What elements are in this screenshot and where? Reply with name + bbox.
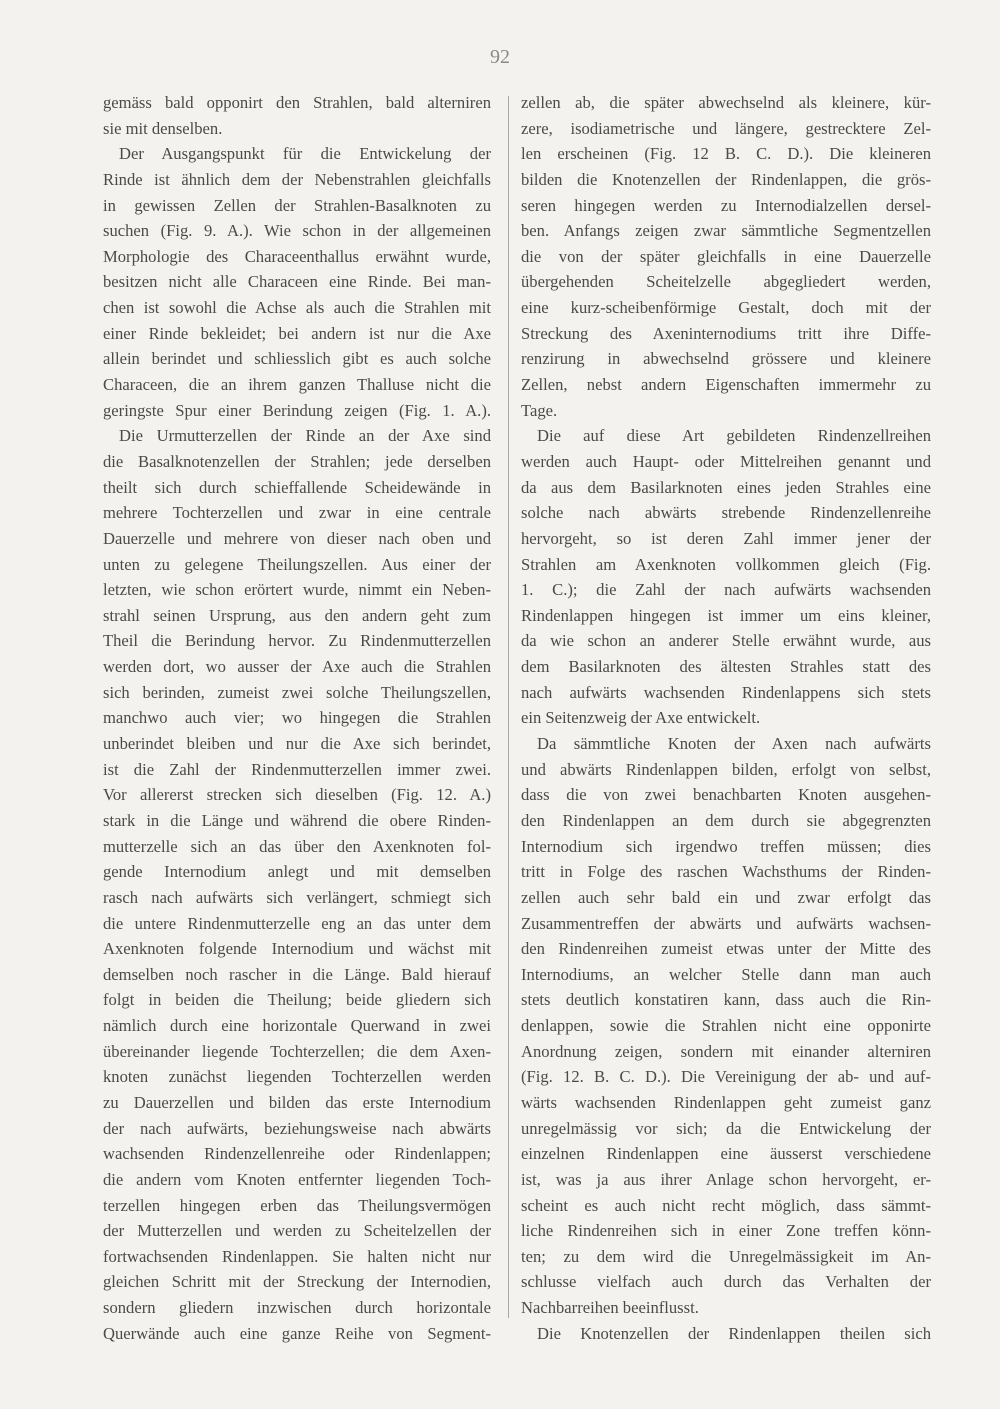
text-line: besitzen nicht alle Characeen eine Rinde. Bei man- (103, 272, 491, 292)
text-line: Rinde ist ähnlich dem der Nebenstrahlen gleichfalls (103, 169, 491, 189)
text-line: theilt sich durch schieffallende Scheidewände in (103, 477, 491, 497)
text-line: demselben noch rascher in die Länge. Bald hierauf (103, 964, 491, 984)
text-line: Internodium sich irgendwo treffen müssen; dies (521, 836, 931, 856)
text-line: stark in die Länge und während die obere Rinden- (103, 810, 491, 830)
text-line: zu Dauerzellen und bilden das erste Internodium (103, 1092, 491, 1112)
right-text-column (521, 90, 931, 1346)
text-line: tritt in Folge des raschen Wachsthums der Rinden- (521, 862, 931, 882)
text-line: mutterzelle sich an das über den Axenknoten fol- (103, 836, 491, 856)
text-line: ist die Zahl der Rindenmutterzellen immer zwei. (103, 759, 491, 779)
text-line: zere, isodiametrische und längere, gestrecktere Zel- (521, 118, 931, 138)
text-line: einer Rinde bekleidet; bei andern ist nur die Axe (103, 323, 491, 343)
text-line: Theil die Berindung hervor. Zu Rindenmutterzellen (103, 631, 491, 651)
text-line: der Mutterzellen und werden zu Scheitelzellen der (103, 1221, 491, 1241)
text-line: Die auf diese Art gebildeten Rindenzellreihen (537, 426, 931, 446)
text-line: Zusammentreffen der abwärts und aufwärts wachsen- (521, 913, 931, 933)
text-line: den Rindenlappen an dem durch sie abgegrenzten (521, 810, 931, 830)
page-number: 92 (490, 46, 510, 68)
text-line: geringste Spur einer Berindung zeigen (Fig. 1. A.). (103, 400, 491, 420)
text-line: zellen ab, die später abwechselnd als kleinere, kür- (521, 93, 931, 112)
text-line: stets deutlich konstatiren kann, dass auch die Rin- (521, 990, 931, 1010)
text-line: Querwände auch eine ganze Reihe von Segment- (103, 1323, 491, 1343)
text-line: gende Internodium anlegt und mit demselben (103, 862, 491, 882)
text-line: übereinander liegende Tochterzellen; die dem Axen- (103, 1041, 491, 1061)
text-line: wärts wachsenden Rindenlappen geht zumeist ganz (521, 1092, 931, 1112)
text-line: nach aufwärts wachsenden Rindenlappens sich stets (521, 682, 931, 702)
text-line: da aus dem Basilarknoten eines jeden Strahles eine (521, 477, 931, 497)
text-line: schlusse vielfach auch durch das Verhalten der (521, 1272, 931, 1292)
text-line: Streckung des Axeninternodiums tritt ihre Diffe- (521, 323, 931, 343)
text-line: in gewissen Zellen der Strahlen-Basalknoten zu (103, 195, 491, 215)
text-line: Tage. (521, 400, 558, 420)
text-line: liche Rindenreihen sich in einer Zone treffen könn- (521, 1221, 931, 1241)
text-line: sich berinden, zumeist zwei solche Theilungszellen, (103, 682, 491, 702)
text-line: Characeen, die an ihrem ganzen Thalluse nicht die (103, 375, 491, 395)
text-line: die andern vom Knoten entfernter liegenden Toch- (103, 1169, 491, 1189)
text-line: gleichen Schritt mit der Streckung der Internodien, (103, 1272, 491, 1292)
text-line: Internodiums, an welcher Stelle dann man auch (521, 964, 931, 984)
text-line: die untere Rindenmutterzelle eng an das unter dem (103, 913, 491, 933)
text-line: Strahlen am Axenknoten vollkommen gleich (Fig. (521, 554, 931, 574)
text-line: Die Urmutterzellen der Rinde an der Axe sind (119, 426, 491, 446)
text-line: ist, was ja aus ihrer Anlage schon hervorgeht, er- (521, 1169, 931, 1189)
text-line: chen ist sowohl die Achse als auch die Strahlen mit (103, 298, 491, 318)
text-line: wachsenden Rindenzellenreihe oder Rindenlappen; (103, 1144, 491, 1164)
text-line: hervorgeht, so ist deren Zahl immer jener der (521, 528, 931, 548)
text-line: ben. Anfangs zeigen zwar sämmtliche Segmentzellen (521, 221, 931, 241)
text-line: Da sämmtliche Knoten der Axen nach aufwärts (537, 734, 931, 754)
column-divider (508, 96, 509, 1318)
text-line: ein Seitenzweig der Axe entwickelt. (521, 708, 761, 728)
text-line: sondern gliedern inzwischen durch horizontale (103, 1298, 491, 1318)
text-line: letzten, wie schon erörtert wurde, nimmt ein Neben- (103, 580, 491, 600)
text-line: seren hingegen werden zu Internodialzellen dersel- (521, 195, 931, 215)
text-line: manchwo auch vier; wo hingegen die Strahlen (103, 708, 491, 728)
text-line: Dauerzelle und mehrere von dieser nach oben und (103, 528, 491, 548)
text-line: unten zu gelegene Theilungszellen. Aus einer der (103, 554, 491, 574)
text-line: knoten zunächst liegenden Tochterzellen werden (103, 1067, 491, 1087)
text-line: len erscheinen (Fig. 12 B. C. D.). Die kleineren (521, 144, 931, 164)
text-line: werden dort, wo ausser der Axe auch die Strahlen (103, 657, 491, 677)
text-line: eine kurz-scheibenförmige Gestalt, doch mit der (521, 298, 931, 318)
text-line: dem Basilarknoten des ältesten Strahles statt des (521, 657, 931, 677)
text-line: Axenknoten folgende Internodium und wächst mit (103, 939, 491, 959)
text-line: ten; zu dem wird die Unregelmässigkeit im An- (521, 1246, 931, 1266)
text-line: allein berindet und schliesslich gibt es auch solche (103, 349, 491, 369)
text-line: den Rindenreihen zumeist etwas unter der Mitte des (521, 939, 931, 959)
text-line: und abwärts Rindenlappen bilden, erfolgt von selbst, (521, 759, 931, 779)
text-line: folgt in beiden die Theilung; beide gliedern sich (103, 990, 491, 1010)
text-line: Zellen, nebst andern Eigenschaften immermehr zu (521, 375, 931, 395)
text-line: dass die von zwei benachbarten Knoten ausgehen- (521, 785, 931, 805)
text-line: Morphologie des Characeenthallus erwähnt wurde, (103, 246, 491, 266)
text-line: zellen auch sehr bald ein und zwar erfolgt das (521, 887, 931, 907)
text-line: der nach aufwärts, beziehungsweise nach abwärts (103, 1118, 491, 1138)
left-text-column (103, 90, 491, 1346)
text-line: Der Ausgangspunkt für die Entwickelung der (119, 144, 491, 164)
text-line: mehrere Tochterzellen und zwar in eine centrale (103, 503, 491, 523)
text-line: strahl seinen Ursprung, aus den andern geht zum (103, 605, 491, 625)
text-line: unregelmässig vor sich; da die Entwickelung der (521, 1118, 931, 1138)
text-line: bilden die Knotenzellen der Rindenlappen, die grös- (521, 169, 931, 189)
text-line: gemäss bald opponirt den Strahlen, bald alterniren (103, 93, 491, 112)
text-line: rasch nach aufwärts sich verlängert, schmiegt sich (103, 887, 491, 907)
text-line: Anordnung zeigen, sondern mit einander alterniren (521, 1041, 931, 1061)
text-line: fortwachsenden Rindenlappen. Sie halten nicht nur (103, 1246, 491, 1266)
text-line: renzirung in abwechselnd grössere und kleinere (521, 349, 931, 369)
text-line: unberindet bleiben und nur die Axe sich berindet, (103, 734, 491, 754)
text-line: die von der später gleichfalls in eine Dauerzelle (521, 246, 931, 266)
text-line: übergehenden Scheitelzelle abgegliedert werden, (521, 272, 931, 292)
text-line: denlappen, sowie die Strahlen nicht eine opponirte (521, 1016, 931, 1036)
text-line: 1. C.); die Zahl der nach aufwärts wachsenden (521, 580, 931, 600)
text-line: die Basalknotenzellen der Strahlen; jede derselben (103, 451, 491, 471)
text-line: Vor allererst strecken sich dieselben (Fig. 12. A.) (103, 785, 491, 805)
text-line: solche nach abwärts strebende Rindenzellenreihe (521, 503, 931, 523)
text-line: (Fig. 12. B. C. D.). Die Vereinigung der ab- und auf- (521, 1067, 931, 1087)
text-line: Rindenlappen hingegen ist immer um eins kleiner, (521, 605, 931, 625)
text-line: terzellen hingegen erben das Theilungsvermögen (103, 1195, 491, 1215)
text-line: da wie schon an anderer Stelle erwähnt wurde, aus (521, 631, 931, 651)
text-line: Nachbarreihen beeinflusst. (521, 1298, 699, 1318)
text-line: sie mit denselben. (103, 118, 223, 138)
text-line: einzelnen Rindenlappen eine äusserst verschiedene (521, 1144, 931, 1164)
text-line: scheint es auch nicht recht möglich, dass sämmt- (521, 1195, 931, 1215)
text-line: werden auch Haupt- oder Mittelreihen genannt und (521, 451, 931, 471)
text-line: nämlich durch eine horizontale Querwand in zwei (103, 1016, 491, 1036)
text-line: Die Knotenzellen der Rindenlappen theilen sich (537, 1323, 931, 1343)
text-line: suchen (Fig. 9. A.). Wie schon in der allgemeinen (103, 221, 491, 241)
